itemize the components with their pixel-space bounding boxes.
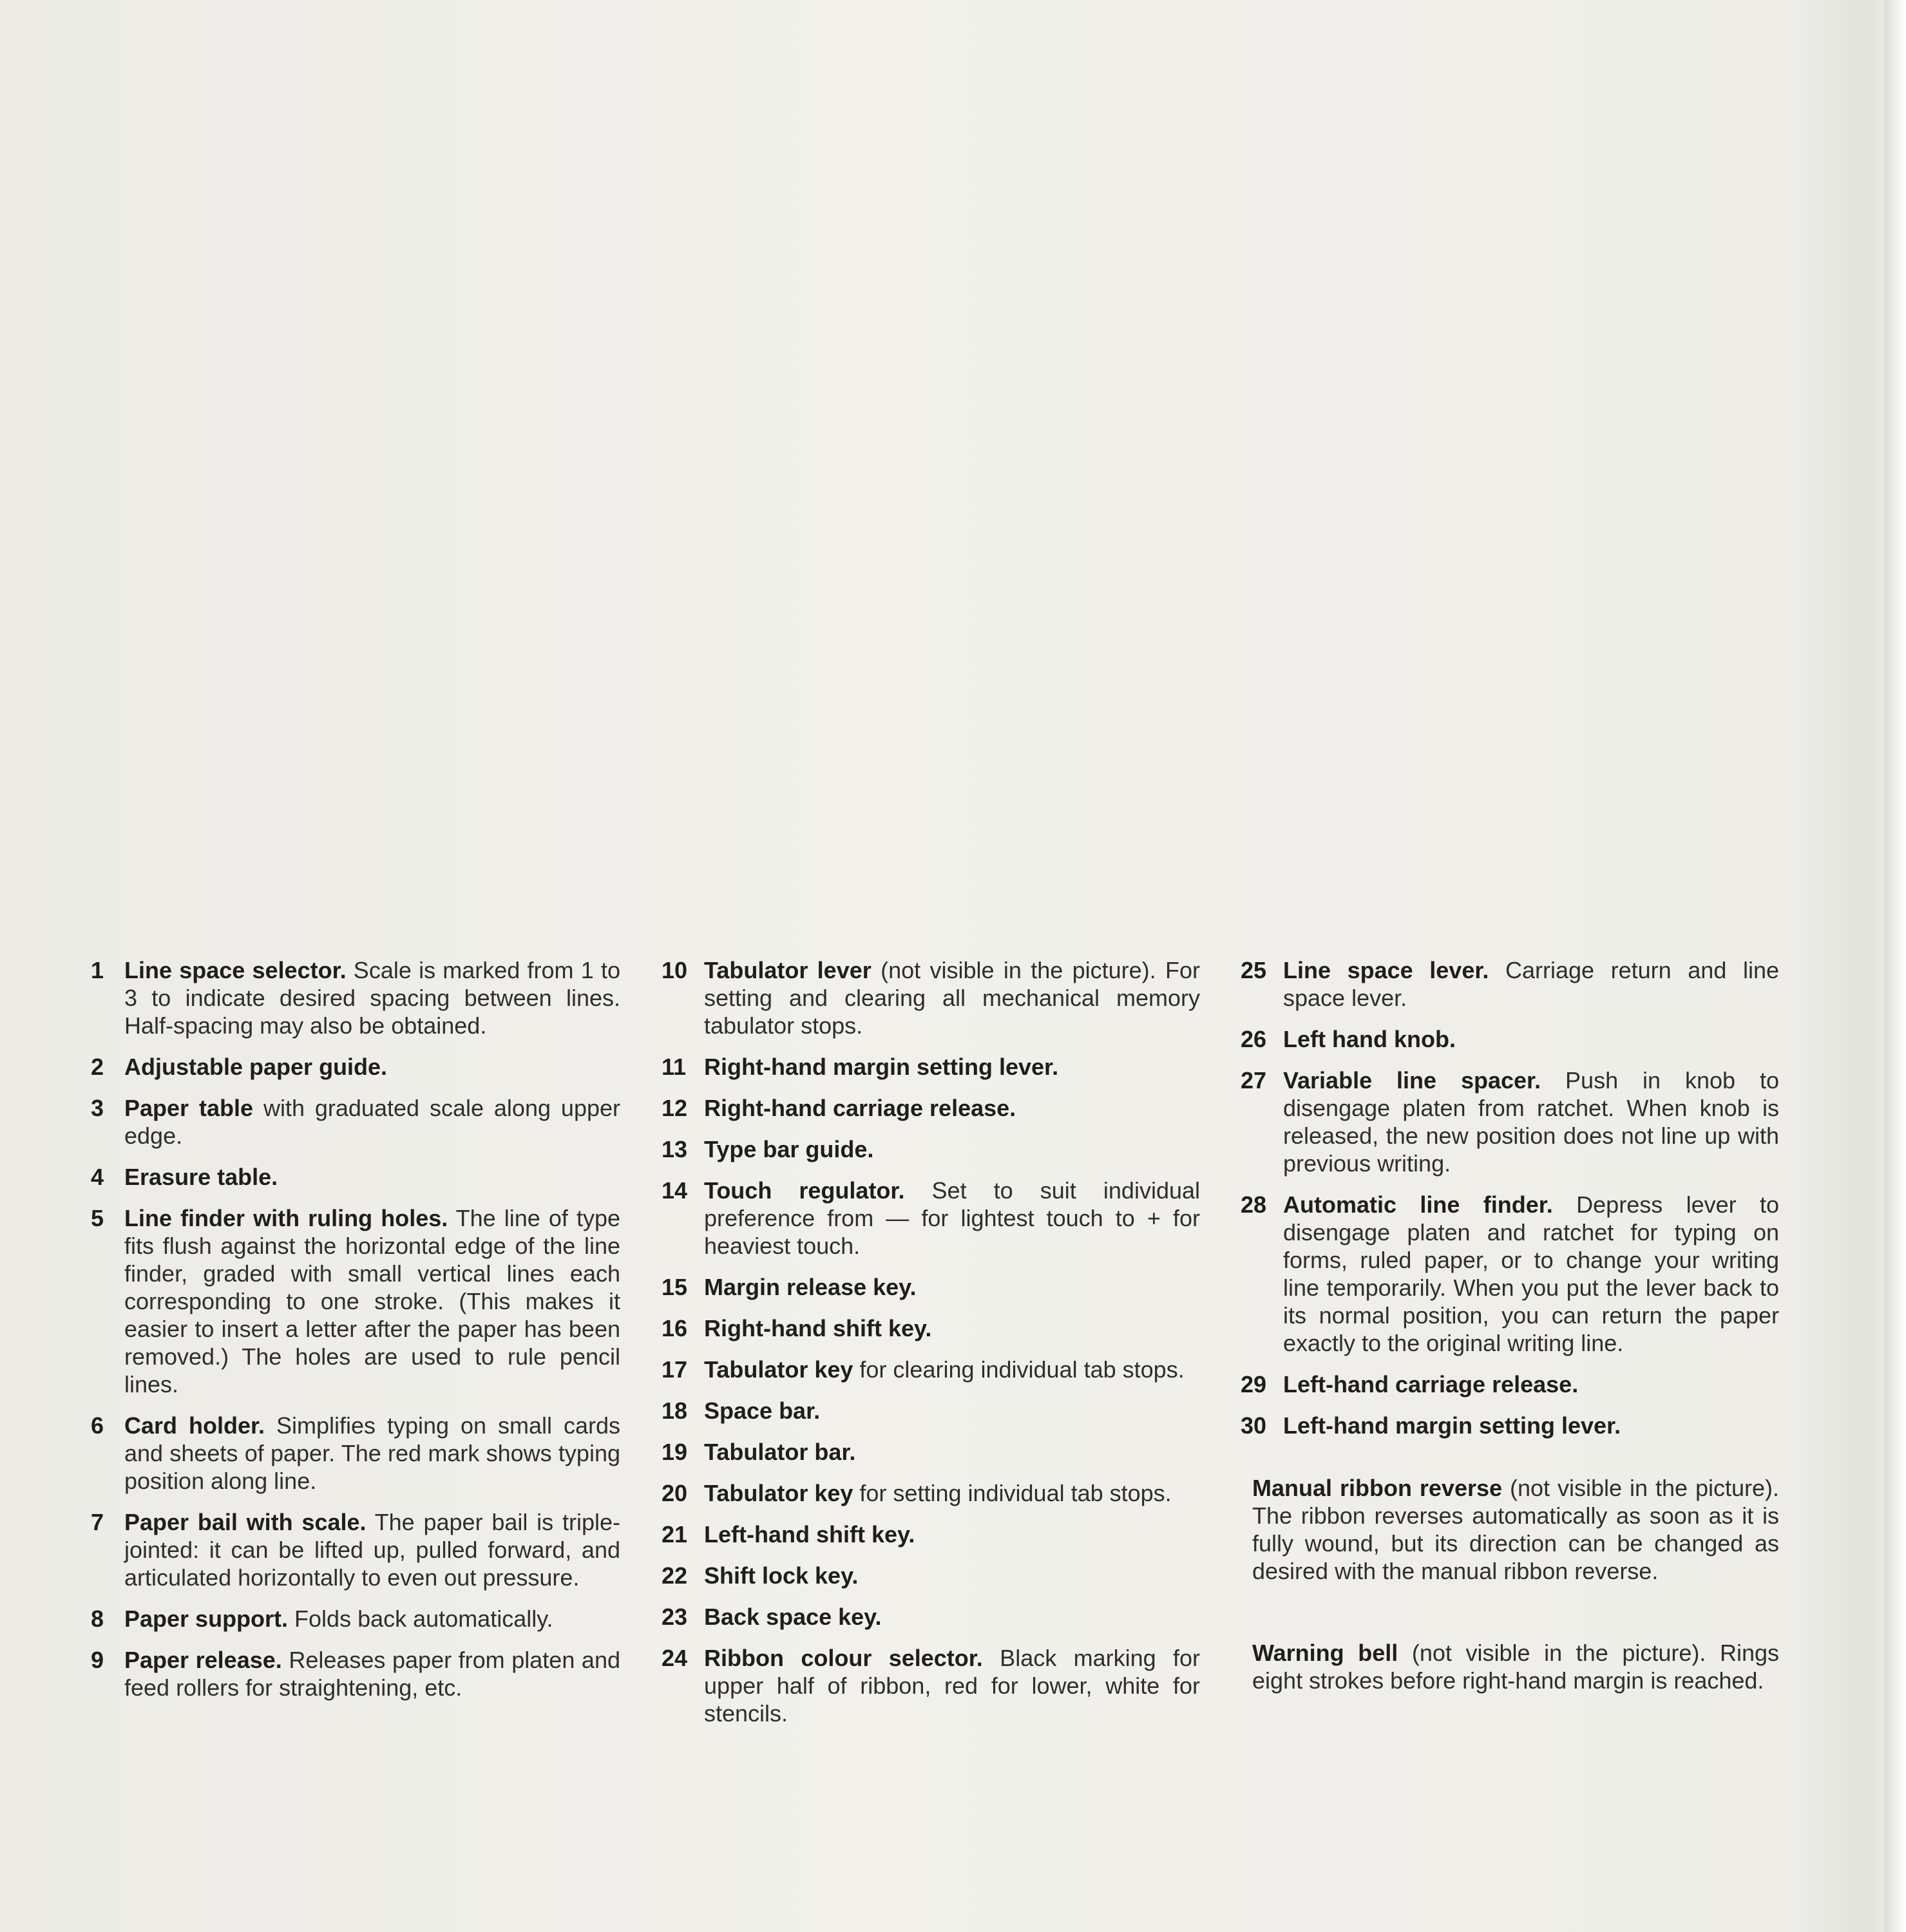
part-item [93, 1204, 620, 1398]
part-description [124, 956, 620, 1039]
feature-note [1252, 1639, 1779, 1694]
part-description [124, 1204, 620, 1398]
part-item [662, 956, 1200, 1039]
part-item [93, 1646, 620, 1701]
part-title: Back space key. [704, 1604, 882, 1630]
part-text: (not visible in the picture). For setting and clearing all mechanical memory tabulator stops. [704, 957, 1200, 1039]
part-text: Scale is marked from 1 to 3 to indicate desired spacing between lines. Half-spacing may also be obtained. [124, 957, 620, 1039]
part-text: Simplifies typing on small cards and sheets of paper. The red mark shows typing position along line. [124, 1412, 620, 1494]
part-description [704, 1356, 1200, 1383]
part-number: 24 [662, 1645, 688, 1671]
part-text: Push in knob to disengage platen from ratchet. When knob is released, the new position does not line up with previous writing. [1283, 1067, 1780, 1177]
parts-column-3 [1241, 956, 1780, 1694]
part-description [1283, 956, 1779, 1012]
part-text: The paper bail is triple-jointed: it can be lifted up, pulled forward, and articulated horizontally to even out pressure. [124, 1509, 620, 1591]
part-number: 21 [662, 1521, 688, 1548]
part-title: Tabulator bar. [704, 1439, 856, 1465]
part-number: 9 [91, 1647, 104, 1673]
part-number: 8 [91, 1605, 104, 1632]
part-description [1283, 1412, 1779, 1439]
part-description [1283, 1370, 1779, 1398]
part-description [704, 1094, 1200, 1122]
part-item [662, 1356, 1200, 1383]
part-title: Tabulator lever [704, 957, 872, 983]
part-description [124, 1163, 620, 1191]
part-number: 15 [662, 1274, 688, 1300]
part-item [93, 1094, 620, 1150]
part-item [1241, 1066, 1780, 1177]
part-number: 6 [91, 1412, 104, 1439]
part-description [704, 1438, 1200, 1466]
part-item [93, 1605, 620, 1633]
part-item [662, 1520, 1200, 1548]
part-item [662, 1053, 1200, 1081]
part-item [662, 1479, 1200, 1507]
part-text: Set to suit individual preference from — for lightest touch to + for heaviest touch. [704, 1177, 1201, 1259]
part-item [662, 1135, 1200, 1163]
part-item [662, 1397, 1200, 1425]
part-description [704, 1053, 1200, 1081]
part-title: Line finder with ruling holes. [124, 1205, 448, 1231]
part-description [704, 1603, 1200, 1631]
part-description [704, 1135, 1200, 1163]
part-description [704, 1177, 1200, 1260]
part-title: Space bar. [704, 1397, 821, 1424]
part-title: Adjustable paper guide. [124, 1054, 388, 1080]
part-description [704, 1520, 1200, 1548]
part-description [124, 1646, 620, 1701]
part-title: Right-hand margin setting lever. [704, 1054, 1059, 1080]
part-item [662, 1314, 1200, 1342]
part-number: 27 [1241, 1067, 1267, 1094]
part-title: Right-hand shift key. [704, 1315, 932, 1341]
feature-note [1252, 1474, 1779, 1585]
part-description [704, 1562, 1200, 1589]
part-number: 29 [1241, 1371, 1267, 1397]
part-number: 25 [1241, 957, 1267, 983]
part-description [124, 1094, 620, 1150]
part-number: 13 [662, 1136, 688, 1162]
part-text: Releases paper from platen and feed rollers for straightening, etc. [124, 1647, 620, 1701]
part-title: Line space selector. [124, 957, 347, 983]
part-description [124, 1508, 620, 1591]
part-title: Right-hand carriage release. [704, 1095, 1016, 1121]
part-description [1283, 1025, 1779, 1053]
part-text: for setting individual tab stops. [853, 1480, 1172, 1506]
part-number: 14 [662, 1177, 688, 1204]
part-text: for clearing individual tab stops. [853, 1356, 1185, 1383]
part-title: Tabulator key [704, 1356, 853, 1383]
part-item [93, 1053, 620, 1081]
part-item [1241, 1025, 1779, 1053]
part-item [662, 1438, 1200, 1466]
part-title: Left-hand carriage release. [1283, 1371, 1579, 1397]
part-item [1241, 1191, 1780, 1357]
part-title: Tabulator key [704, 1480, 853, 1506]
part-number: 22 [662, 1562, 688, 1589]
part-title: Variable line spacer. [1283, 1067, 1541, 1094]
parts-column-1 [93, 956, 620, 1715]
part-title: Card holder. [124, 1412, 265, 1439]
part-number: 5 [91, 1205, 104, 1231]
part-number: 23 [662, 1604, 688, 1630]
part-text: The line of type fits flush against the horizontal edge of the line finder, graded with small vertical lines each corresponding to one stroke. (This makes it easier to insert a letter after the paper has been removed.) The holes are used to rule pencil lines. [124, 1205, 620, 1397]
part-title: Paper bail with scale. [124, 1509, 367, 1535]
part-item [662, 1273, 1200, 1301]
part-title: Shift lock key. [704, 1562, 859, 1589]
page-edge-shadow [1884, 0, 1906, 1932]
part-number: 7 [91, 1509, 104, 1535]
part-description [1283, 1066, 1779, 1177]
part-title: Erasure table. [124, 1164, 278, 1190]
part-number: 17 [662, 1356, 688, 1383]
part-title: Paper release. [124, 1647, 282, 1673]
part-item [1241, 1412, 1779, 1439]
part-description [704, 1273, 1200, 1301]
part-title: Automatic line finder. [1283, 1191, 1553, 1218]
part-text: Depress lever to disengage platen and ratchet for typing on forms, ruled paper, or to change your writing line temporarily. When you put the lever back to its normal position, you can return the paper exactly to the original writing line. [1283, 1191, 1780, 1356]
part-description [704, 956, 1200, 1039]
part-description [1283, 1191, 1779, 1357]
part-number: 19 [662, 1439, 688, 1465]
part-number: 10 [662, 957, 688, 983]
note-title: Manual ribbon reverse [1252, 1475, 1503, 1501]
part-description [124, 1053, 620, 1081]
part-item [93, 956, 620, 1039]
part-item [662, 1094, 1200, 1122]
part-text: Black marking for upper half of ribbon, red for lower, white for stencils. [704, 1645, 1201, 1727]
part-number: 20 [662, 1480, 688, 1506]
part-item [93, 1508, 620, 1591]
part-item [93, 1412, 620, 1495]
part-title: Type bar guide. [704, 1136, 874, 1162]
part-description [704, 1644, 1200, 1727]
part-title: Left-hand shift key. [704, 1521, 915, 1548]
part-title: Ribbon colour selector. [704, 1645, 983, 1671]
part-number: 28 [1241, 1191, 1267, 1218]
part-number: 4 [91, 1164, 104, 1190]
part-title: Left hand knob. [1283, 1026, 1456, 1052]
part-description [704, 1397, 1200, 1425]
part-description [124, 1605, 620, 1633]
part-number: 1 [91, 957, 104, 983]
part-title: Left-hand margin setting lever. [1283, 1412, 1621, 1439]
part-title: Touch regulator. [704, 1177, 905, 1204]
part-title: Margin release key. [704, 1274, 917, 1300]
part-item [662, 1644, 1201, 1727]
note-text: (not visible in the picture). Rings eight strokes before right-hand margin is reached. [1252, 1640, 1779, 1694]
part-item [662, 1562, 1200, 1589]
part-item [1241, 956, 1779, 1012]
part-title: Paper table [124, 1095, 254, 1121]
part-number: 18 [662, 1397, 688, 1424]
note-text: (not visible in the picture). The ribbon reverses automatically as soon as it is fully wound, but its direction can be changed as desired with the manual ribbon reverse. [1252, 1475, 1779, 1584]
part-number: 16 [662, 1315, 688, 1341]
part-title: Paper support. [124, 1605, 289, 1632]
part-number: 26 [1241, 1026, 1267, 1052]
part-text: with graduated scale along upper edge. [124, 1095, 620, 1149]
part-item [662, 1177, 1201, 1260]
part-number: 3 [91, 1095, 104, 1121]
parts-column-2 [662, 956, 1201, 1741]
part-description [704, 1314, 1200, 1342]
part-description [124, 1412, 620, 1495]
part-number: 11 [662, 1054, 687, 1080]
part-title: Line space lever. [1283, 957, 1489, 983]
part-text: Carriage return and line space lever. [1283, 957, 1779, 1011]
part-number: 30 [1241, 1412, 1267, 1439]
part-number: 2 [91, 1054, 104, 1080]
part-item [1241, 1370, 1779, 1398]
note-title: Warning bell [1252, 1640, 1398, 1666]
part-description [704, 1479, 1200, 1507]
part-number: 12 [662, 1095, 688, 1121]
part-item [93, 1163, 620, 1191]
part-item [662, 1603, 1200, 1631]
part-text: Folds back automatically. [288, 1605, 553, 1632]
